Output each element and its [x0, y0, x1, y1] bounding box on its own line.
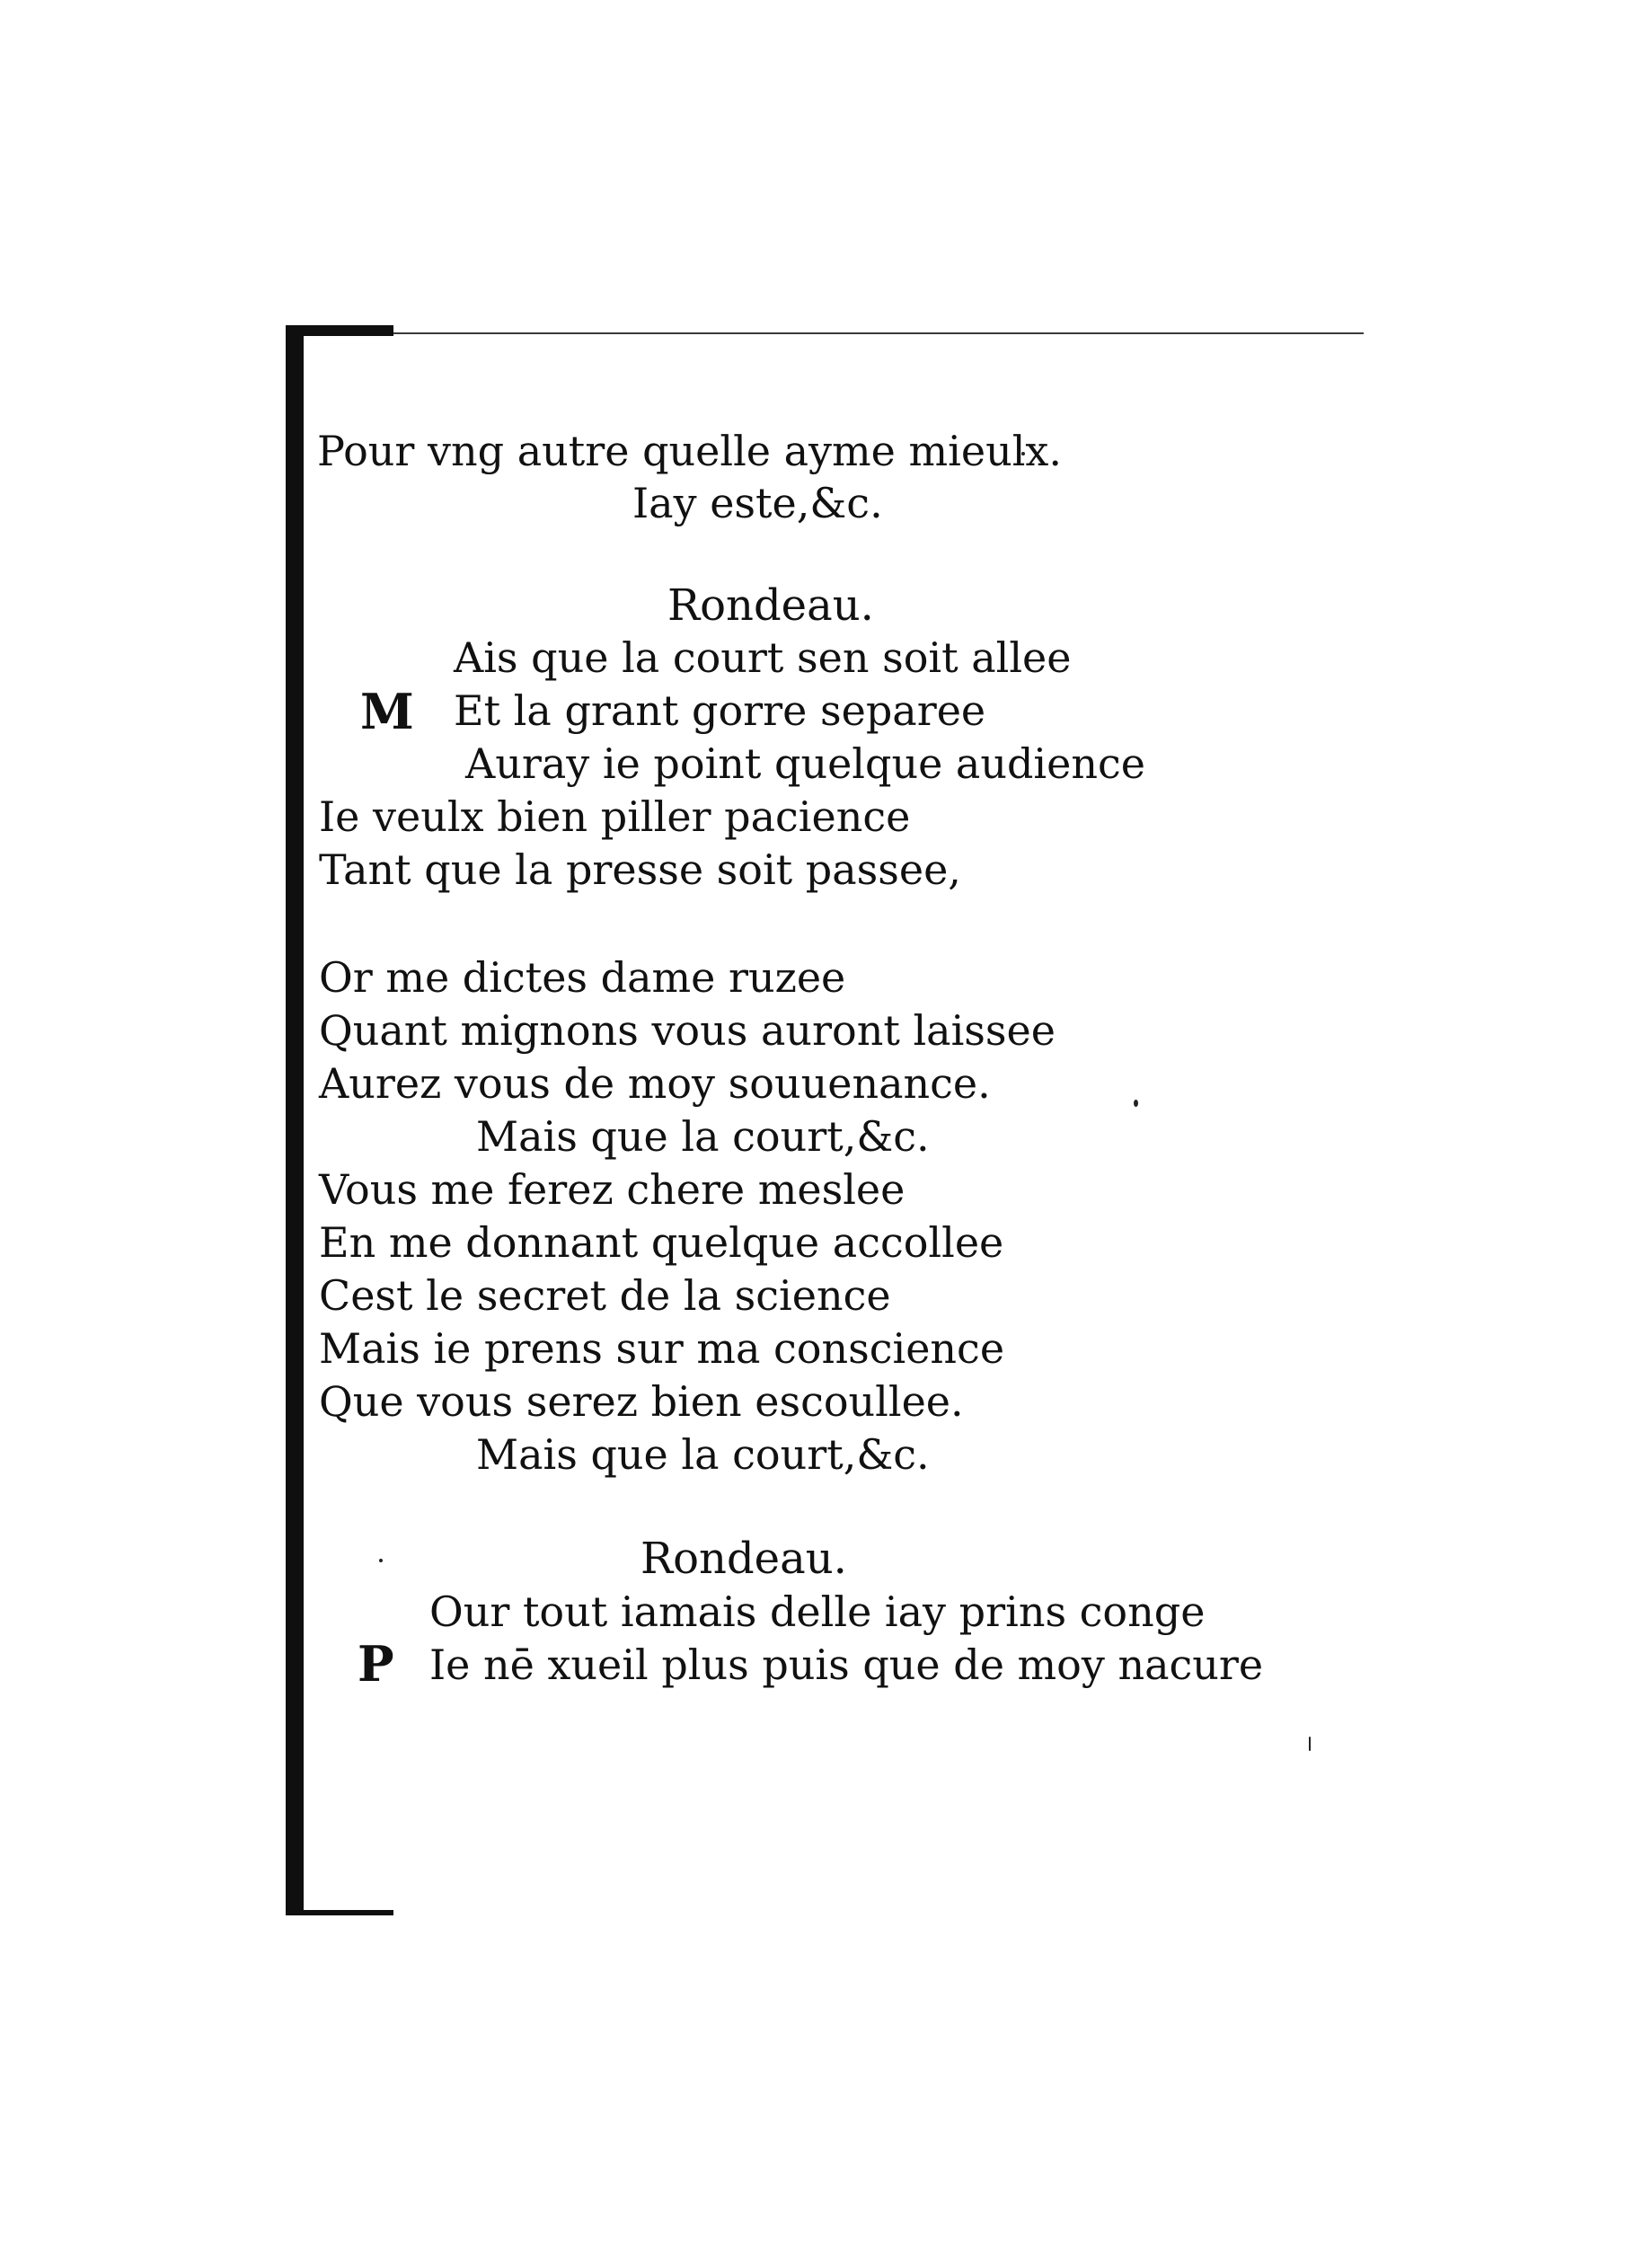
verse-line: Pour vng autre quelle ayme mieulx. [317, 427, 1062, 475]
ink-speck [1309, 1737, 1311, 1751]
verse-line: Mais ie prens sur ma conscience [319, 1324, 1005, 1373]
verse-line: Que vous serez bien escoullee. [319, 1377, 964, 1426]
page-frame-top-corner [286, 325, 393, 336]
page-frame-bottom-corner [286, 1910, 393, 1915]
section-heading: Rondeau. [667, 580, 874, 631]
page-frame-top-rule [393, 332, 1364, 334]
verse-line: Cest le secret de la science [319, 1271, 891, 1320]
verse-line: Ie nē xueil plus puis que de moy nacure [429, 1640, 1264, 1689]
verse-line: Quant mignons vous auront laissee [319, 1006, 1056, 1055]
verse-line: Our tout iamais delle iay prins conge [429, 1587, 1206, 1636]
verse-line: En me donnant quelque accollee [319, 1218, 1004, 1267]
ink-speck [1134, 1100, 1138, 1107]
verse-line: Vous me ferez chere meslee [319, 1165, 906, 1214]
verse-line: Ais que la court sen soit allee [454, 633, 1072, 682]
verse-line: Or me dictes dame ruzee [319, 953, 846, 1002]
ink-speck [379, 1559, 383, 1562]
verse-line: Et la grant gorre separee [454, 686, 986, 735]
drop-capital: M [360, 683, 414, 740]
section-heading: Rondeau. [640, 1534, 847, 1584]
refrain-line: Mais que la court,&c. [476, 1430, 930, 1479]
verse-line: Aurez vous de moy souuenance. [319, 1059, 991, 1108]
verse-line: Ie veulx bien piller pacience [319, 792, 911, 841]
refrain-line: Iay este,&c. [632, 479, 883, 527]
verse-line: Auray ie point quelque audience [465, 739, 1145, 788]
drop-capital: P [358, 1635, 394, 1693]
refrain-line: Mais que la court,&c. [476, 1112, 930, 1161]
verse-line: Tant que la presse soit passee, [319, 845, 961, 894]
page-frame-left-rule [286, 325, 304, 1915]
